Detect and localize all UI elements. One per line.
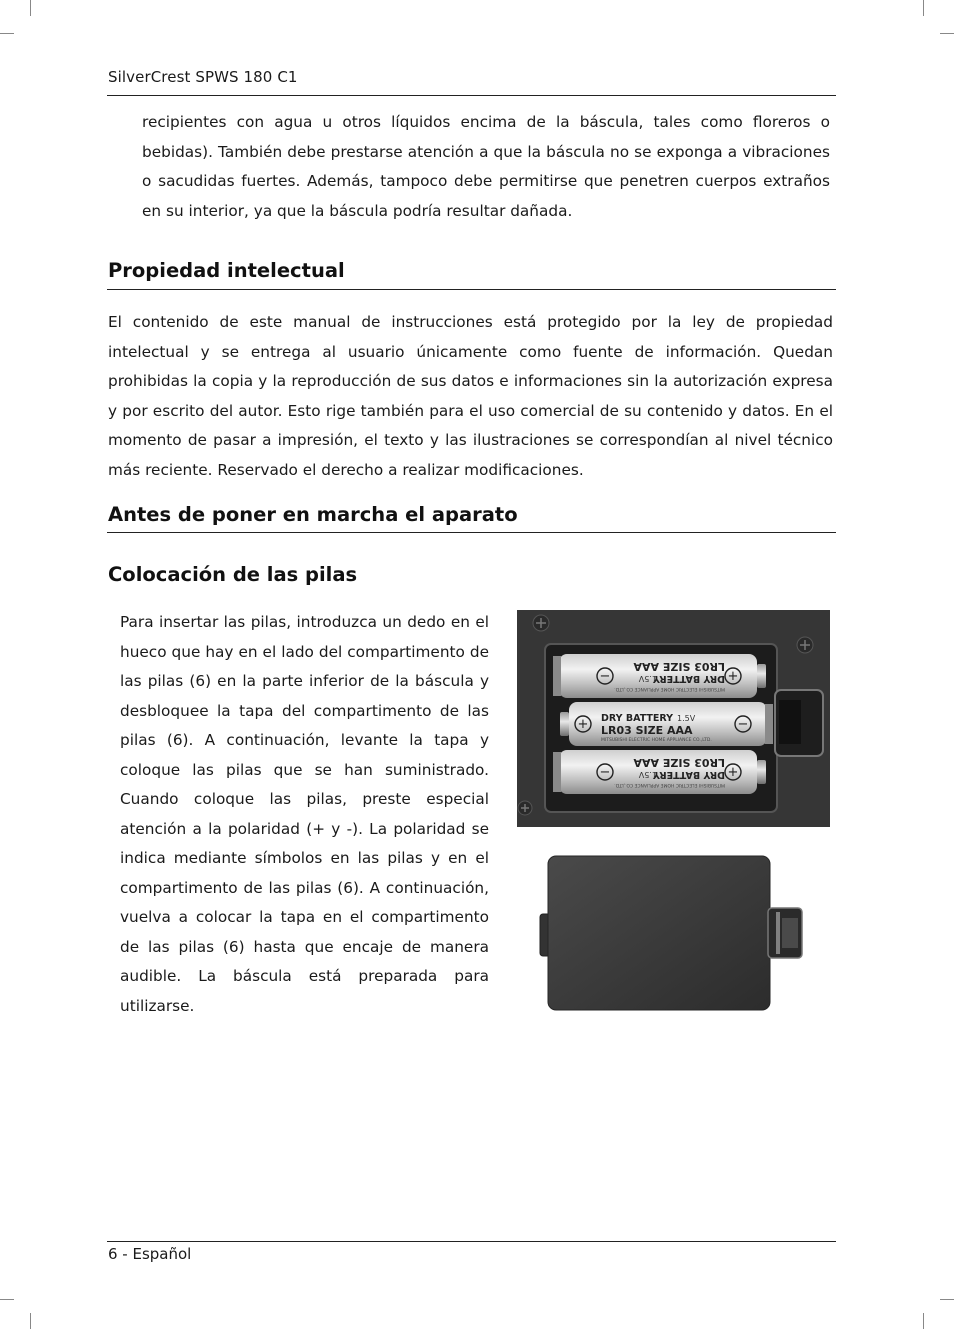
header-rule: [107, 95, 836, 96]
svg-text:−: −: [599, 765, 611, 780]
heading-rule: [107, 289, 836, 290]
heading-antes-de-poner-en-marcha: Antes de poner en marcha el aparato: [108, 503, 518, 526]
battery-voltage: 1.5V: [638, 674, 657, 683]
page-header: SilverCrest SPWS 180 C1: [108, 68, 298, 86]
svg-text:−: −: [599, 669, 611, 684]
battery-label: DRY BATTERY: [652, 769, 725, 780]
svg-text:−: −: [737, 717, 749, 732]
battery-label: LR03 SIZE AAA: [601, 724, 693, 737]
battery-voltage: 1.5V: [677, 714, 696, 723]
crop-mark: [0, 33, 14, 34]
screw-icon: [518, 801, 532, 815]
crop-mark: [0, 1299, 14, 1300]
page-number: 6 - Español: [108, 1245, 192, 1263]
ip-paragraph: El contenido de este manual de instrucciones está protegido por la ley de propiedad intelectual y se entrega al usuario únicamente como fuente de información. Quedan prohibidas la copia y la reproducción de sus datos e informaciones sin la autorización expresa y por escrito del autor. Esto rige también para el uso comercial de su contenido y datos. En el momento de pasar a impresión, el texto y las ilustraciones se correspondían al nivel técnico más reciente. Reservado el derecho a realizar modificaciones.: [108, 313, 833, 479]
svg-text:+: +: [577, 717, 589, 732]
heading-rule: [107, 532, 836, 533]
crop-mark: [923, 1313, 924, 1329]
crop-mark: [940, 33, 954, 34]
battery-lid-photo: [536, 852, 808, 1014]
crop-mark: [30, 1313, 31, 1329]
battery-label: DRY BATTERY: [652, 673, 725, 684]
heading-propiedad-intelectual: Propiedad intelectual: [108, 259, 345, 282]
battery-maker: MITSUBISHI ELECTRIC HOME APPLIANCE CO.,LTD.: [614, 686, 725, 691]
battery-maker: MITSUBISHI ELECTRIC HOME APPLIANCE CO.,LTD.: [601, 738, 712, 743]
battery: [553, 654, 766, 698]
svg-text:+: +: [727, 669, 739, 684]
crop-mark: [923, 0, 924, 16]
crop-mark: [30, 0, 31, 16]
battery-label: DRY BATTERY: [601, 713, 674, 724]
battery-maker: MITSUBISHI ELECTRIC HOME APPLIANCE CO.,LTD.: [614, 782, 725, 787]
battery-compartment-photo: [517, 610, 830, 827]
heading-colocacion-de-las-pilas: Colocación de las pilas: [108, 563, 358, 586]
battery-label: LR03 SIZE AAA: [633, 660, 725, 673]
batteries-paragraph: Para insertar las pilas, introduzca un dedo en el hueco que hay en el lado del compartimento de las pilas (6) en la parte inferior de la báscula y desbloquee la tapa del compartimento de las pilas (6). A continuación, levante la tapa y coloque las pilas que se han suministrado. Cuando coloque las pilas, preste especial atención a la polaridad (+ y -). La polaridad se indica mediante símbolos en las pilas y en el compartimento de las pilas (6). A continuación, vuelva a colocar la tapa en el compartimento de las pilas (6) hasta que encaje de manera audible. La báscula está preparada para utilizarse.: [120, 613, 489, 1015]
battery: [553, 750, 766, 794]
svg-text:+: +: [727, 765, 739, 780]
crop-mark: [940, 1299, 954, 1300]
battery: [560, 702, 773, 746]
footer-rule: [107, 1241, 836, 1242]
battery-label: LR03 SIZE AAA: [633, 756, 725, 769]
battery-voltage: 1.5V: [638, 770, 657, 779]
screw-icon: [533, 615, 549, 631]
intro-paragraph: recipientes con agua u otros líquidos encima de la báscula, tales como floreros o bebidas). También debe prestarse atención a que la báscula no se exponga a vibraciones o sacudidas fuertes. Además, tampoco debe permitirse que penetren cuerpos extraños en su interior, ya que la báscula podría resultar dañada.: [142, 113, 830, 220]
screw-icon: [797, 637, 813, 653]
